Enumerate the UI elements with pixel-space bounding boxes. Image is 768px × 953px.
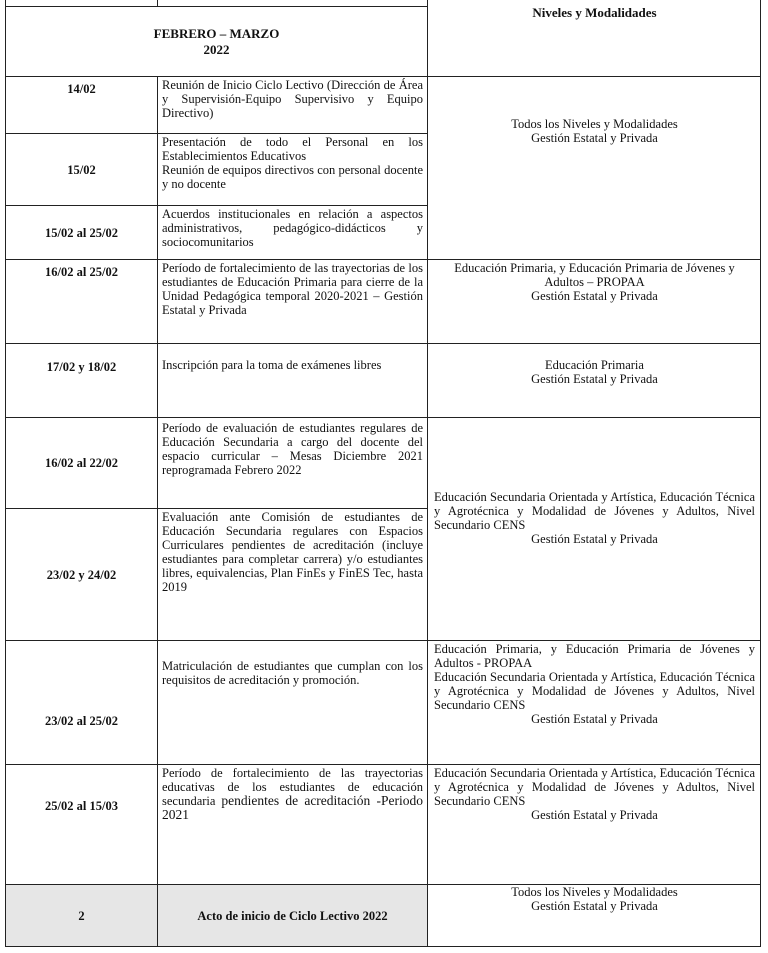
modalities-cell [427, 764, 761, 884]
modality-text: Educación Secundaria Orientada y Artística, Educación Técnica y Agrotécnica y Modalidad de Jóvenes y Adultos, Nivel Secundario CENS [434, 490, 755, 532]
modalities-cell [427, 259, 761, 343]
description-text: Inscripción para la toma de exámenes libres [162, 358, 382, 372]
modalities-cell [427, 640, 761, 764]
modality-text: Todos los Niveles y Modalidades [511, 117, 678, 131]
description-text: Acto de inicio de Ciclo Lectivo 2022 [197, 909, 388, 923]
period-title: FEBRERO – MARZO [153, 25, 280, 41]
modalities-cell [427, 343, 761, 417]
description-text-part: Período de fortalecimiento de las trayectorias educativas de los estudiantes de educación secundaria [162, 766, 423, 808]
row-description [157, 205, 427, 259]
row-description [157, 76, 427, 133]
description-text: Acuerdos institucionales en relación a aspectos administrativos, pedagógico-didácticos y sociocomunitarios [162, 207, 423, 249]
calendar-table [5, 0, 761, 947]
modality-text: Gestión Estatal y Privada [531, 131, 658, 145]
modality-text: Educación Primaria, y Educación Primaria de Jóvenes y Adultos – PROPAA [454, 261, 735, 289]
modalities-header-label: Niveles y Modalidades [532, 5, 657, 20]
row-description [157, 133, 427, 205]
description-text: Evaluación ante Comisión de estudiantes de Educación Secundaria regulares con Espacios Curriculares pendientes de acreditación (incluye estudiantes para completar carrera) y/o estudiantes libres, equivalencias, Plan FinEs y FinES Tec, hasta 2019 [162, 510, 423, 594]
row-date: 15/02 [5, 133, 157, 205]
modality-text: Gestión Estatal y Privada [531, 899, 658, 913]
row-description [157, 259, 427, 343]
modality-text: Gestión Estatal y Privada [531, 712, 658, 726]
row-description [157, 343, 427, 417]
description-text: Matriculación de estudiantes que cumplan con los requisitos de acreditación y promoción. [162, 659, 423, 687]
description-text: Período de evaluación de estudiantes regulares de Educación Secundaria a cargo del docente del espacio curricular – Mesas Diciembre 2021 reprogramada Febrero 2022 [162, 421, 423, 477]
period-year: 2022 [203, 41, 230, 57]
row-date: 15/02 al 25/02 [5, 205, 157, 259]
row-date: 23/02 y 24/02 [5, 508, 157, 640]
description-text-part: pendientes de acreditación -Periodo 2021 [162, 793, 423, 822]
row-date: 16/02 al 22/02 [5, 417, 157, 508]
row-date: 14/02 [5, 76, 157, 133]
modality-text: Educación Secundaria Orientada y Artística, Educación Técnica y Agrotécnica y Modalidad de Jóvenes y Adultos, Nivel Secundario CENS [434, 766, 755, 808]
row-date: 16/02 al 25/02 [5, 259, 157, 343]
description-text: Presentación de todo el Personal en los Establecimientos Educativos [162, 135, 423, 163]
row-description [157, 640, 427, 764]
description-text: Período de fortalecimiento de las trayectorias de los estudiantes de Educación Primaria para cierre de la Unidad Pedagógica temporal 2020-2021 – Gestión Estatal y Privada [162, 261, 423, 317]
modality-text: Educación Secundaria Orientada y Artística, Educación Técnica y Agrotécnica y Modalidad de Jóvenes y Adultos, Nivel Secundario CENS [434, 670, 755, 712]
modality-text: Gestión Estatal y Privada [531, 289, 658, 303]
modality-text: Todos los Niveles y Modalidades [511, 885, 678, 899]
modality-text: Educación Primaria, y Educación Primaria de Jóvenes y Adultos - PROPAA [434, 642, 755, 670]
modalities-cell [427, 417, 761, 640]
row-description [157, 508, 427, 640]
description-text: Reunión de equipos directivos con personal docente y no docente [162, 163, 423, 191]
modality-text: Gestión Estatal y Privada [531, 372, 658, 386]
row-description [157, 417, 427, 508]
modalities-cell [427, 884, 761, 947]
period-header [5, 6, 427, 76]
modalities-cell [427, 76, 761, 259]
row-description [157, 884, 427, 947]
row-date: 23/02 al 25/02 [5, 640, 157, 764]
description-text: Reunión de Inicio Ciclo Lectivo (Dirección de Área y Supervisión-Equipo Supervisivo y Equipo Directivo) [162, 78, 423, 120]
row-date: 17/02 y 18/02 [5, 343, 157, 417]
modality-text: Gestión Estatal y Privada [531, 532, 658, 546]
modality-text: Gestión Estatal y Privada [531, 808, 658, 822]
description-text [162, 766, 423, 822]
row-description [157, 764, 427, 884]
row-date: 25/02 al 15/03 [5, 764, 157, 884]
row-date: 2 [5, 884, 157, 947]
modality-text: Educación Primaria [545, 358, 644, 372]
modalities-header [427, 0, 761, 76]
